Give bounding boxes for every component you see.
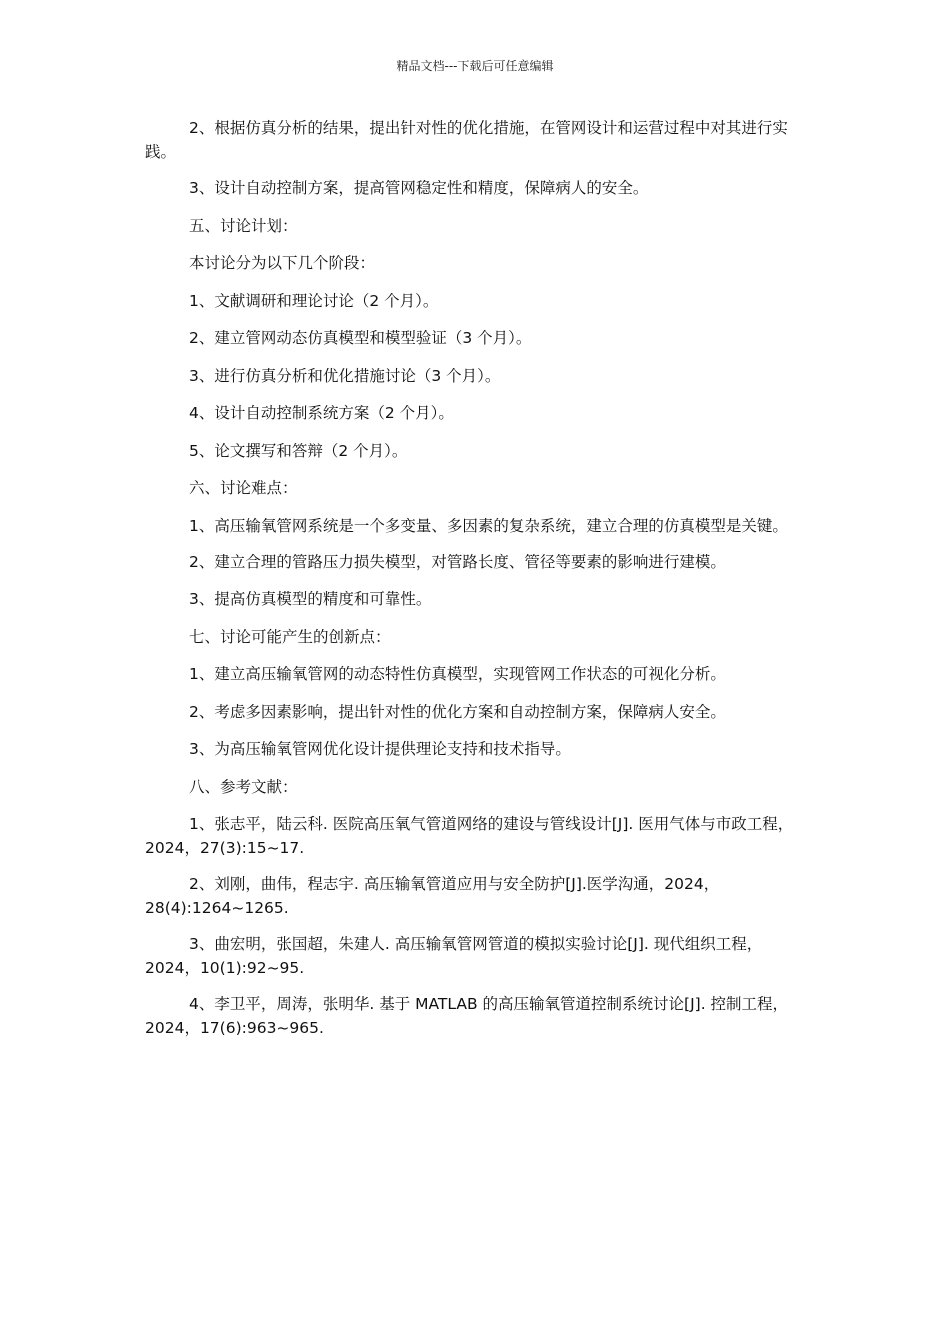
innovation-1: 1、建立高压输氧管网的动态特性仿真模型，实现管网工作状态的可视化分析。 — [189, 665, 726, 683]
reference-1: 1、张志平，陆云科. 医院高压氧气管道网络的建设与管线设计[J]. 医用气体与市政工程，2024，27(3):15~17. — [145, 815, 794, 857]
section-heading-plan: 五、讨论计划： — [189, 216, 298, 235]
difficulty-2: 2、建立合理的管路压力损失模型，对管路长度、管径等要素的影响进行建模。 — [189, 552, 726, 571]
paragraph-control-scheme: 3、设计自动控制方案，提高管网稳定性和精度，保障病人的安全。 — [189, 179, 649, 197]
plan-stage-1: 1、文献调研和理论讨论（2 个月）。 — [189, 291, 439, 310]
page-header: 精品文档---下载后可任意编辑 — [396, 59, 554, 73]
difficulty-3: 3、提高仿真模型的精度和可靠性。 — [189, 590, 432, 608]
reference-2: 2、刘刚，曲伟，程志宇. 高压输氧管道应用与安全防护[J].医学沟通，2024，28(4):1264~1265. — [145, 875, 720, 917]
section-heading-references: 八、参考文献： — [189, 777, 298, 796]
document-body — [145, 116, 805, 1052]
reference-4: 4、李卫平，周涛，张明华. 基于 MATLAB 的高压输氧管道控制系统讨论[J]. 控制工程，2024，17(6):963~965. — [145, 995, 789, 1037]
paragraph-plan-intro: 本讨论分为以下几个阶段： — [189, 254, 376, 272]
paragraph-optimization-measures: 2、根据仿真分析的结果，提出针对性的优化措施，在管网设计和运营过程中对其进行实践。 — [145, 119, 788, 161]
section-heading-difficulties: 六、讨论难点： — [189, 479, 298, 497]
plan-stage-4: 4、设计自动控制系统方案（2 个月）。 — [189, 404, 454, 422]
section-heading-innovations: 七、讨论可能产生的创新点： — [189, 627, 391, 646]
innovation-2: 2、考虑多因素影响，提出针对性的优化方案和自动控制方案，保障病人安全。 — [189, 702, 726, 721]
difficulty-1: 1、高压输氧管网系统是一个多变量、多因素的复杂系统，建立合理的仿真模型是关键。 — [189, 516, 788, 535]
plan-stage-2: 2、建立管网动态仿真模型和模型验证（3 个月）。 — [189, 329, 532, 347]
plan-stage-5: 5、论文撰写和答辩（2 个月）。 — [189, 441, 408, 460]
plan-stage-3: 3、进行仿真分析和优化措施讨论（3 个月）。 — [189, 366, 501, 385]
reference-3: 3、曲宏明，张国超，朱建人. 高压输氧管网管道的模拟实验讨论[J]. 现代组织工程，2024，10(1):92~95. — [145, 935, 763, 977]
innovation-3: 3、为高压输氧管网优化设计提供理论支持和技术指导。 — [189, 740, 571, 758]
